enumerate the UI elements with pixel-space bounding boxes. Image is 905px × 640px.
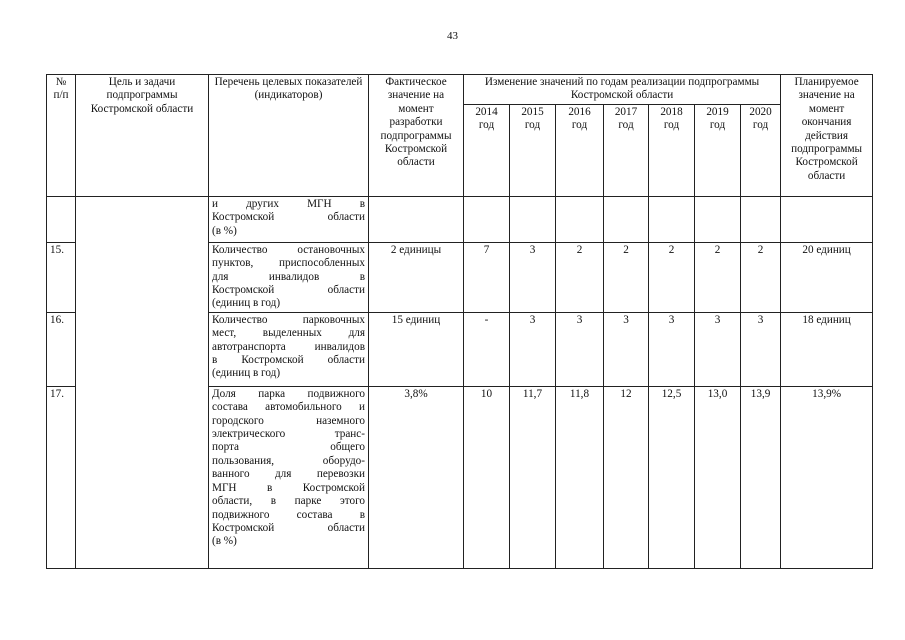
year-value (464, 196, 510, 242)
year-value (741, 196, 781, 242)
indicator-line: ванного для перевозки (212, 468, 365, 481)
indicator-text (209, 196, 369, 242)
indicator-line: области, в парке этого (212, 495, 365, 508)
header-year: 2015 год (510, 104, 556, 196)
row-number: 16. (47, 312, 76, 386)
year-value: 2 (695, 242, 741, 312)
header-year: 2017 год (604, 104, 649, 196)
indicator-line: состава автомобильного и (212, 401, 365, 414)
header-indicators: Перечень целевых показателей (индикаторов) (209, 75, 369, 197)
year-value: 3 (556, 312, 604, 386)
indicator-text (209, 312, 369, 386)
year-value (604, 196, 649, 242)
year-value: 3 (695, 312, 741, 386)
header-num (47, 75, 76, 197)
fact-value: 2 единицы (369, 242, 464, 312)
year-value: 7 (464, 242, 510, 312)
header-goal: Цель и задачи подпрограммы Костромской области (76, 75, 209, 197)
indicator-line: Костромской области (212, 284, 365, 297)
planned-value: 13,9% (781, 386, 873, 568)
header-year: 2014 год (464, 104, 510, 196)
year-value: 2 (741, 242, 781, 312)
indicator-line: (в %) (212, 535, 237, 548)
header-change: Изменение значений по годам реализации подпрограммы Костромской области (464, 75, 781, 105)
indicator-line: Костромской области (212, 521, 365, 534)
year-value: 2 (649, 242, 695, 312)
indicator-line: автотранспорта инвалидов (212, 340, 365, 353)
indicator-line: (единиц в год) (212, 297, 281, 310)
year-value (510, 196, 556, 242)
year-value (556, 196, 604, 242)
year-value: 13,9 (741, 386, 781, 568)
header-year: 2018 год (649, 104, 695, 196)
fact-value (369, 196, 464, 242)
planned-value: 20 единиц (781, 242, 873, 312)
fact-value: 15 единиц (369, 312, 464, 386)
indicator-text (209, 386, 369, 568)
row-number: 15. (47, 242, 76, 312)
year-value: 12,5 (649, 386, 695, 568)
header-year: 2016 год (556, 104, 604, 196)
year-value: 10 (464, 386, 510, 568)
year-value: 3 (510, 242, 556, 312)
year-value: 3 (604, 312, 649, 386)
indicator-line: Количество остановочных (212, 243, 365, 256)
year-value: 11,7 (510, 386, 556, 568)
indicator-line: в Костромской области (212, 354, 365, 367)
year-value: 2 (556, 242, 604, 312)
indicator-line: пользования, оборудо- (212, 454, 365, 467)
year-value: 3 (510, 312, 556, 386)
planned-value: 18 единиц (781, 312, 873, 386)
table-row (47, 196, 873, 242)
year-value: 2 (604, 242, 649, 312)
year-value (649, 196, 695, 242)
indicator-line: для инвалидов в (212, 270, 365, 283)
indicator-line: пунктов, приспособленных (212, 257, 365, 270)
goal-cell (76, 196, 209, 568)
year-value (695, 196, 741, 242)
header-fact: Фактическое значение на момент разработки подпрограммы Костромской области (369, 75, 464, 197)
indicator-text (209, 242, 369, 312)
indicator-line: и других МГН в (212, 197, 365, 210)
page-number: 43 (447, 30, 458, 42)
indicator-line: (в %) (212, 224, 237, 237)
indicator-line: электрического транс- (212, 428, 365, 441)
year-value: 11,8 (556, 386, 604, 568)
fact-value: 3,8% (369, 386, 464, 568)
indicator-line: подвижного состава в (212, 508, 365, 521)
header-year: 2019 год (695, 104, 741, 196)
header-num-text: № п/п (53, 76, 69, 102)
year-value: - (464, 312, 510, 386)
year-value: 3 (649, 312, 695, 386)
year-value: 13,0 (695, 386, 741, 568)
row-number (47, 196, 76, 242)
indicator-line: городского наземного (212, 414, 365, 427)
indicator-line: Количество парковочных (212, 313, 365, 326)
year-value: 12 (604, 386, 649, 568)
indicator-line: (единиц в год) (212, 367, 281, 380)
header-year: 2020 год (741, 104, 781, 196)
header-planned: Планируемое значение на момент окончания действия подпрограммы Костромской области (781, 75, 873, 197)
indicator-line: МГН в Костромской (212, 481, 365, 494)
indicators-table (46, 74, 873, 569)
planned-value (781, 196, 873, 242)
indicator-line: Доля парка подвижного (212, 387, 365, 400)
indicator-line: Костромской области (212, 211, 365, 224)
row-number: 17. (47, 386, 76, 568)
indicator-line: мест, выделенных для (212, 327, 365, 340)
year-value: 3 (741, 312, 781, 386)
indicator-line: порта общего (212, 441, 365, 454)
